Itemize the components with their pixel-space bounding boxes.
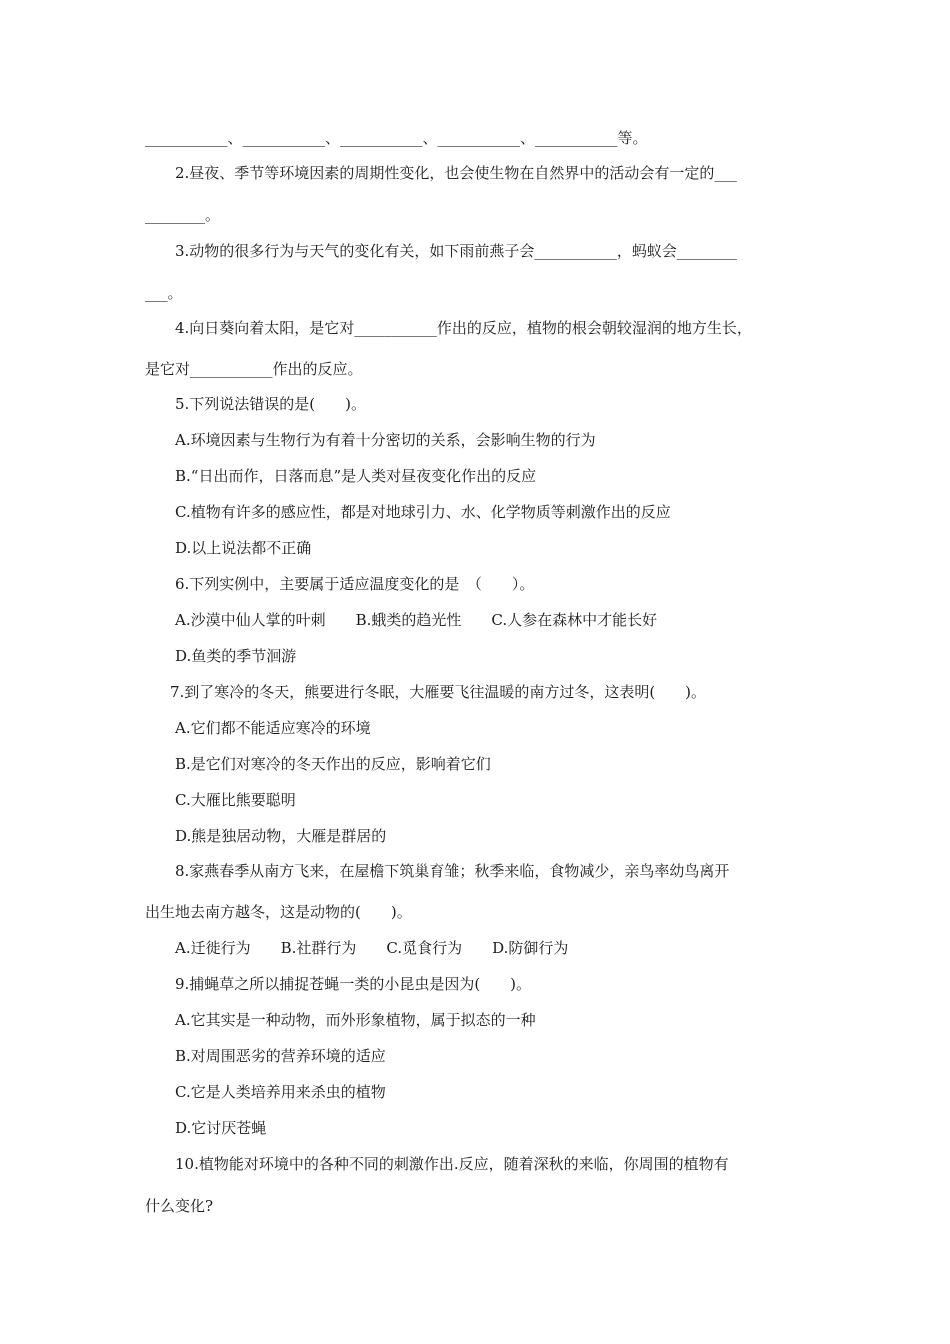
q8-stem: 8.家燕春季从南方飞来，在屋檐下筑巢育雏；秋季来临，食物减少，亲鸟率幼鸟离开 — [175, 862, 730, 880]
q7-option-d: D.熊是独居动物，大雁是群居的 — [175, 827, 387, 845]
q5-option-d: D.以上说法都不正确 — [175, 539, 312, 557]
q7-stem: 7.到了寒冷的冬天，熊要进行冬眠，大雁要飞往温暖的南方过冬，这表明( )。 — [170, 683, 707, 701]
q7-option-b: B.是它们对寒冷的冬天作出的反应，影响着它们 — [175, 755, 491, 773]
q3-text: 3.动物的很多行为与天气的变化有关，如下雨前燕子会___________，蚂蚁会________ — [175, 242, 737, 260]
q9-option-b: B.对周围恶劣的营养环境的适应 — [175, 1047, 386, 1065]
q4-text: 4.向日葵向着太阳，是它对___________作出的反应，植物的根会朝较湿润的地方生长， — [175, 319, 752, 337]
q3-text-cont: ___。 — [145, 284, 183, 302]
q5-stem: 5.下列说法错误的是( )。 — [175, 395, 367, 413]
q1-blanks-line: ___________、___________、___________、___________、___________等。 — [145, 129, 648, 147]
q2-text-cont: ________。 — [145, 206, 221, 224]
q8-stem-cont: 出生地去南方越冬，这是动物的( )。 — [145, 903, 412, 921]
q4-text-cont: 是它对___________作出的反应。 — [145, 360, 363, 378]
q7-option-c: C.大雁比熊要聪明 — [175, 791, 296, 809]
q6-stem: 6.下列实例中，主要属于适应温度变化的是 （ ）。 — [175, 575, 535, 593]
q5-option-a: A.环境因素与生物行为有着十分密切的关系，会影响生物的行为 — [175, 431, 596, 449]
q5-option-b: B.“日出而作，日落而息”是人类对昼夜变化作出的反应 — [175, 467, 537, 485]
q9-option-c: C.它是人类培养用来杀虫的植物 — [175, 1083, 386, 1101]
q7-option-a: A.它们都不能适应寒冷的环境 — [175, 719, 371, 737]
q8-options: A.迁徙行为 B.社群行为 C.觅食行为 D.防御行为 — [175, 939, 569, 957]
q2-text: 2.昼夜、季节等环境因素的周期性变化，也会使生物在自然界中的活动会有一定的___ — [175, 164, 737, 182]
q9-option-a: A.它其实是一种动物，而外形象植物，属于拟态的一种 — [175, 1011, 536, 1029]
q5-option-c: C.植物有许多的感应性，都是对地球引力、水、化学物质等刺激作出的反应 — [175, 503, 671, 521]
q10-stem: 10.植物能对环境中的各种不同的刺激作出.反应，随着深秋的来临，你周围的植物有 — [175, 1155, 729, 1173]
q6-options-abc: A.沙漠中仙人掌的叶刺 B.蛾类的趋光性 C.人参在森林中才能长好 — [175, 611, 658, 629]
q9-stem: 9.捕蝇草之所以捕捉苍蝇一类的小昆虫是因为( )。 — [175, 975, 532, 993]
q10-stem-cont: 什么变化? — [145, 1197, 214, 1215]
q9-option-d: D.它讨厌苍蝇 — [175, 1119, 267, 1137]
q6-option-d: D.鱼类的季节洄游 — [175, 647, 297, 665]
